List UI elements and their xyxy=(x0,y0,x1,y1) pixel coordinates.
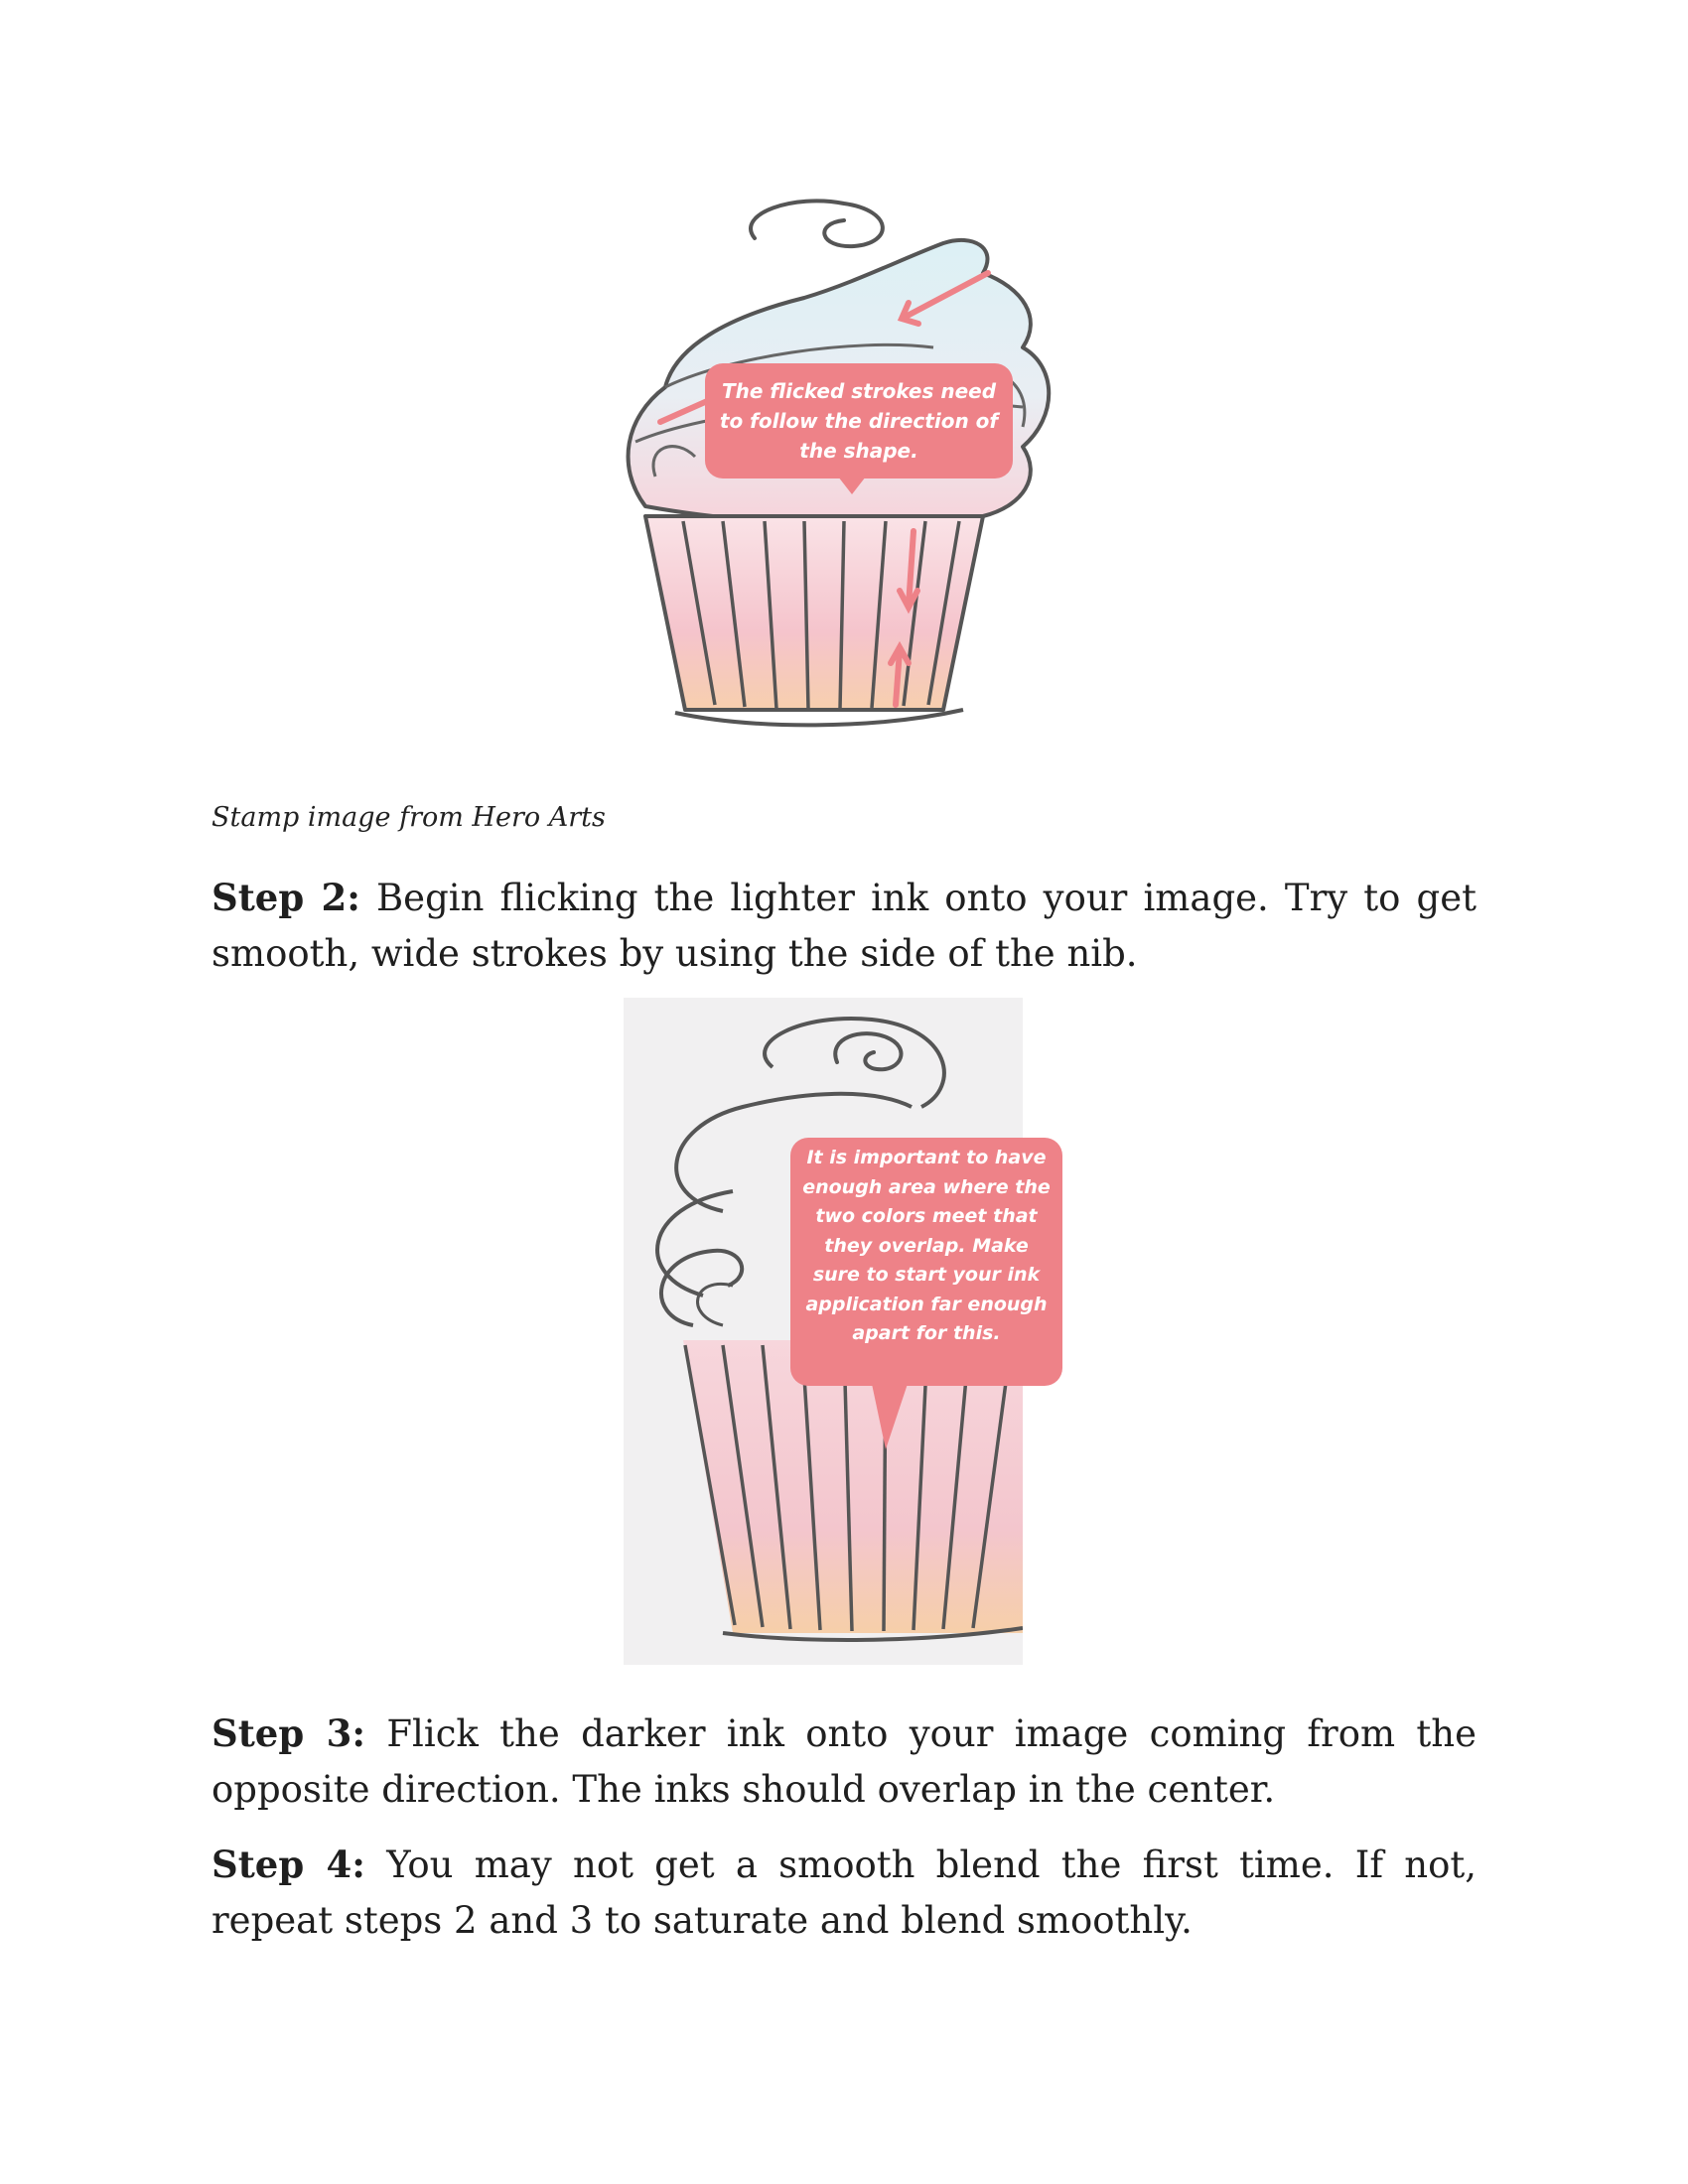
step-4-label: Step 4: xyxy=(211,1843,365,1886)
callout-overlap-area: It is important to have enough area where the two colors meet that they overlap. Make sure to start your ink application far enough apart for this. xyxy=(790,1138,1062,1386)
callout-flicked-strokes: The flicked strokes need to follow the direction of the shape. xyxy=(705,363,1013,478)
step-4-text: You may not get a smooth blend the first time. If not, repeat steps 2 and 3 to saturate and blend smoothly. xyxy=(211,1843,1477,1942)
step-2-label: Step 2: xyxy=(211,876,360,919)
step-2-text: Begin flicking the lighter ink onto your image. Try to get smooth, wide strokes by using the side of the nib. xyxy=(211,877,1477,975)
step-2-paragraph xyxy=(211,870,1477,982)
step-3-paragraph xyxy=(211,1706,1477,1818)
image-credit-caption: Stamp image from Hero Arts xyxy=(211,802,606,833)
step-3-label: Step 3: xyxy=(211,1711,366,1755)
frosting-swirl xyxy=(751,201,883,246)
step-4-paragraph xyxy=(211,1837,1477,1949)
step-3-text: Flick the darker ink onto your image coming from the opposite direction. The inks should overlap in the center. xyxy=(211,1712,1477,1811)
